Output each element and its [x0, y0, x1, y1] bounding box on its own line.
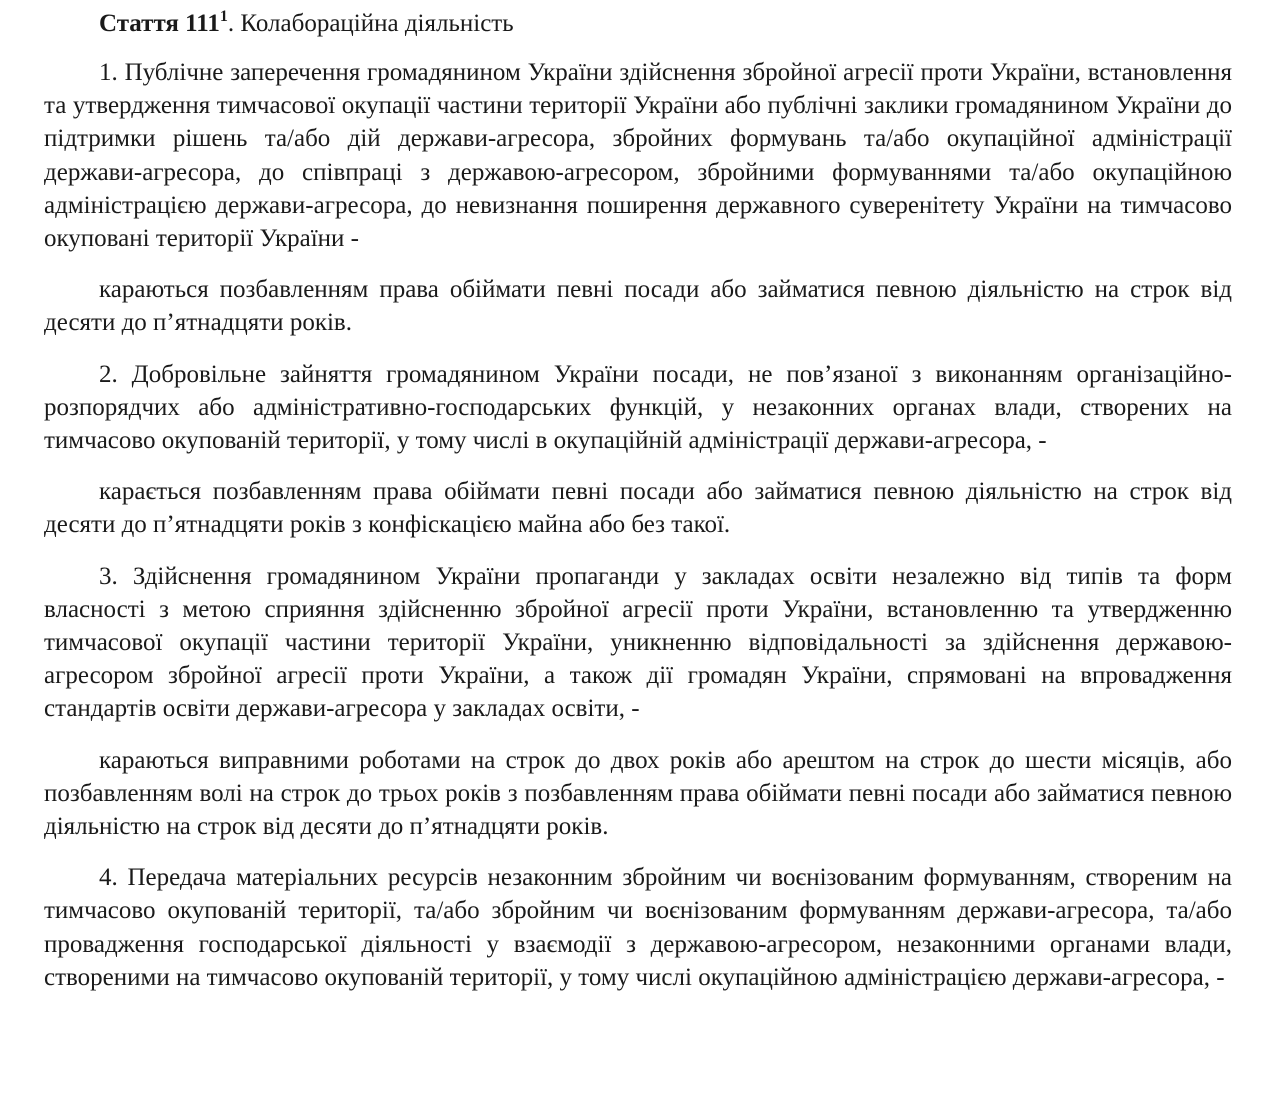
article-heading — [44, 6, 1232, 42]
paragraph-3-sanction: караються виправними роботами на строк до двох років або арештом на строк до шести місяців, або позбавленням волі на строк до трьох років з позбавленням права обіймати певні посади або займатися певною діяльністю на строк від десяти до п’ятнадцяти років. — [44, 746, 1232, 841]
document-body — [44, 6, 1232, 994]
article-superscript: 1 — [219, 8, 228, 25]
article-label: Стаття 111 — [99, 10, 220, 37]
paragraph-1-sanction: караються позбавленням права обіймати певні посади або займатися певною діяльністю на строк від десяти до п’ятнадцяти років. — [44, 276, 1232, 337]
paragraph-2-sanction: карається позбавленням права обіймати певні посади або займатися певною діяльністю на строк від десяти до п’ятнадцяти років з конфіскацією майна або без такої. — [44, 478, 1232, 539]
paragraph-2: 2. Добровільне зайняття громадянином України посади, не пов’язаної з виконанням організаційно-розпорядчих або адміністративно-господарських функцій, у незаконних органах влади, створених на тимчасово окупованій території, у тому числі в окупаційній адміністрації держави-агресора, - — [44, 360, 1232, 455]
paragraph-1: 1. Публічне заперечення громадянином України здійснення збройної агресії проти України, встановлення та утвердження тимчасової окупації частини території України або публічні заклики громадянином України до підтримки рішень та/або дій держави-агресора, збройних формувань та/або окупаційної адміністрації держави-агресора, до співпраці з державою-агресором, збройними формуваннями та/або окупаційною адміністрацією держави-агресора, до невизнання поширення державного суверенітету України на тимчасово окуповані території України - — [44, 59, 1232, 253]
article-title: . Колабораційна діяльність — [227, 10, 514, 37]
paragraph-4: 4. Передача матеріальних ресурсів незаконним збройним чи воєнізованим формуванням, створеним на тимчасово окупованій території, та/або збройним чи воєнізованим формуванням держави-агресора, та/або провадження господарської діяльності у взаємодії з державою-агресором, незаконними органами влади, створеними на тимчасово окупованій території, у тому числі окупаційною адміністрацією держави-агресора, - — [44, 864, 1232, 991]
paragraph-3: 3. Здійснення громадянином України пропаганди у закладах освіти незалежно від типів та форм власності з метою сприяння здійсненню збройної агресії проти України, встановленню та утвердженню тимчасової окупації частини території України, уникненню відповідальності за здійснення державою-агресором збройної агресії проти України, а також дії громадян України, спрямовані на впровадження стандартів освіти держави-агресора у закладах освіти, - — [44, 562, 1232, 723]
